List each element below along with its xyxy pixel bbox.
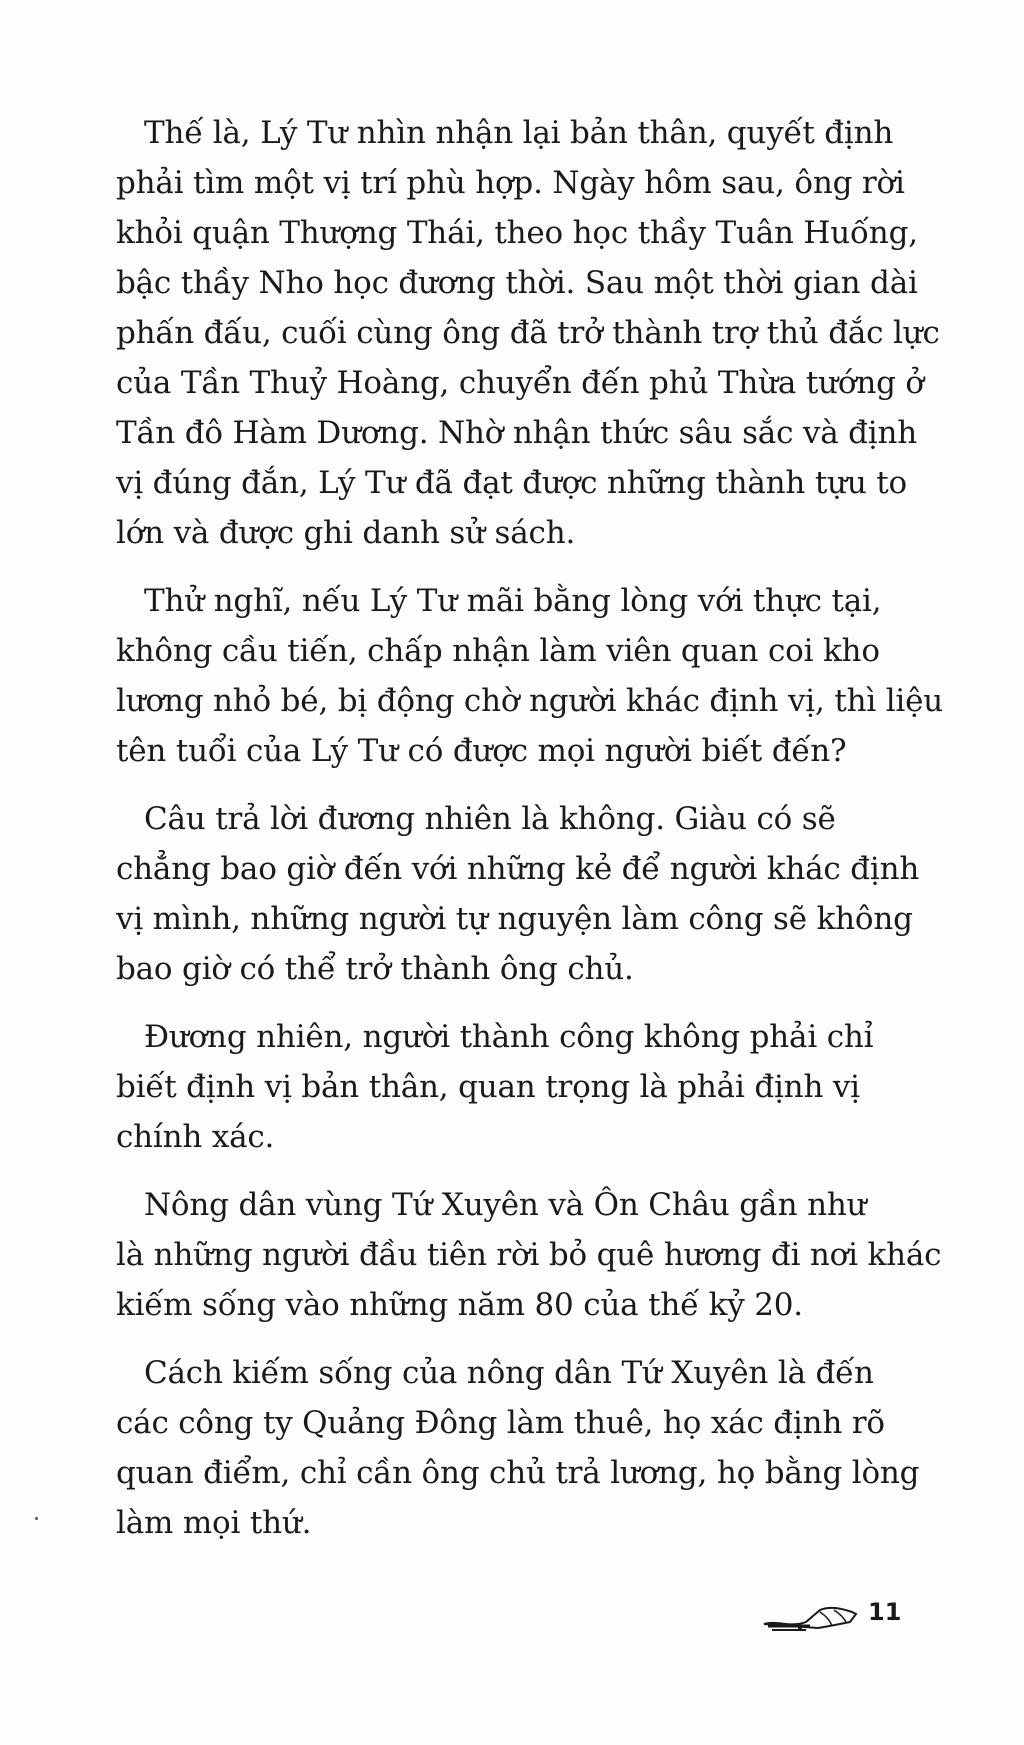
book-ornament-icon — [760, 1602, 866, 1634]
text-line: Câu trả lời đương nhiên là không. Giàu có sẽ — [144, 801, 836, 837]
paragraph-5 — [116, 1180, 942, 1330]
text-line: phải tìm một vị trí phù hợp. Ngày hôm sau, ông rời — [116, 165, 905, 201]
text-line: bao giờ có thể trở thành ông chủ. — [116, 951, 634, 987]
page-footer — [760, 1598, 910, 1638]
paragraph-2 — [116, 576, 944, 776]
text-line: biết định vị bản thân, quan trọng là phải định vị — [116, 1069, 860, 1105]
text-line: chính xác. — [116, 1119, 275, 1155]
text-line: Cách kiếm sống của nông dân Tứ Xuyên là đến — [144, 1355, 874, 1391]
text-line: Nông dân vùng Tứ Xuyên và Ôn Châu gần như — [144, 1187, 867, 1223]
text-line: là những người đầu tiên rời bỏ quê hương đi nơi khác — [116, 1237, 942, 1273]
paragraph-1 — [116, 108, 940, 558]
text-line: không cầu tiến, chấp nhận làm viên quan coi kho — [116, 633, 880, 669]
text-line: vị đúng đắn, Lý Tư đã đạt được những thành tựu to — [116, 465, 907, 501]
text-line: tên tuổi của Lý Tư có được mọi người biết đến? — [116, 733, 847, 769]
text-line: Đương nhiên, người thành công không phải chỉ — [144, 1019, 874, 1055]
text-line: kiếm sống vào những năm 80 của thế kỷ 20. — [116, 1287, 803, 1323]
text-line: quan điểm, chỉ cần ông chủ trả lương, họ bằng lòng — [116, 1455, 920, 1491]
text-line: vị mình, những người tự nguyện làm công sẽ không — [116, 901, 913, 937]
text-line: lương nhỏ bé, bị động chờ người khác định vị, thì liệu — [116, 683, 944, 719]
text-line: chẳng bao giờ đến với những kẻ để người khác định — [116, 851, 920, 887]
text-line: phấn đấu, cuối cùng ông đã trở thành trợ thủ đắc lực — [116, 315, 940, 351]
text-line: Thế là, Lý Tư nhìn nhận lại bản thân, quyết định — [144, 115, 894, 151]
text-line: khỏi quận Thượng Thái, theo học thầy Tuân Huống, — [116, 215, 918, 251]
text-line: của Tần Thuỷ Hoàng, chuyển đến phủ Thừa tướng ở — [116, 365, 924, 401]
text-line: bậc thầy Nho học đương thời. Sau một thời gian dài — [116, 265, 918, 301]
page-body — [116, 108, 944, 1566]
text-line: Tần đô Hàm Dương. Nhờ nhận thức sâu sắc và định — [116, 415, 918, 451]
text-line: các công ty Quảng Đông làm thuê, họ xác định rõ — [116, 1405, 885, 1441]
text-line: làm mọi thứ. — [116, 1505, 312, 1541]
print-speck — [35, 1517, 38, 1520]
paragraph-3 — [116, 794, 920, 994]
page-number: 11 — [868, 1598, 902, 1626]
paragraph-6 — [116, 1348, 920, 1548]
paragraph-4 — [116, 1012, 906, 1162]
text-line: Thử nghĩ, nếu Lý Tư mãi bằng lòng với thực tại, — [144, 583, 882, 619]
text-line: lớn và được ghi danh sử sách. — [116, 515, 576, 551]
